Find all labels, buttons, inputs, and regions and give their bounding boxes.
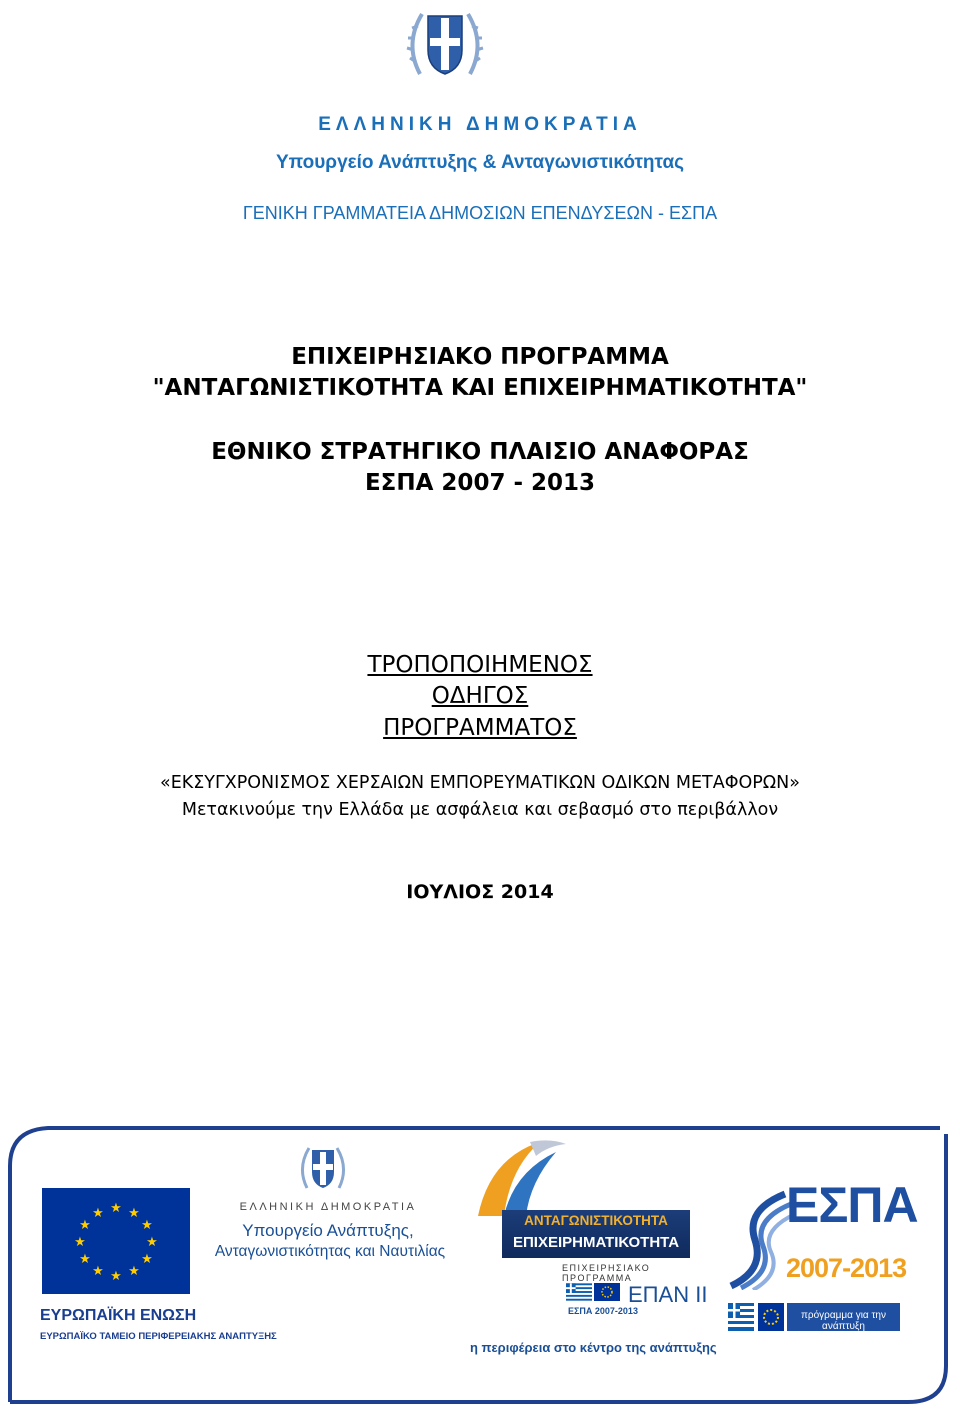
program-name: "ΑΝΤΑΓΩΝΙΣΤΙΚΟΤΗΤΑ ΚΑΙ ΕΠΙΧΕΙΡΗΜΑΤΙΚΟΤΗΤΑ" [152,375,808,401]
competitiveness-swoosh-icon [470,1138,590,1218]
espa-logo-years: 2007-2013 [786,1253,907,1283]
operational-program-label: ΕΠΙΧΕΙΡΗΣΙΑΚΟ ΠΡΟΓΡΑΜΜΑ [562,1263,651,1283]
guide-title-line1: ΤΡΟΠΟΠΟΙΗΜΕΝΟΣ [367,652,593,678]
mid-republic-label: ΕΛΛΗΝΙΚΗ ΔΗΜΟΚΡΑΤΙΑ [239,1201,417,1213]
eu-flag-small-icon [594,1283,620,1301]
svg-text:★: ★ [74,1235,86,1250]
svg-text:★: ★ [141,1218,153,1233]
greek-seal-small-icon [297,1144,349,1192]
entrepreneurship-label: ΕΠΙΧΕΙΡΗΜΑΤΙΚΟΤΗΤΑ [512,1234,680,1251]
espa-waves-icon [725,1190,795,1290]
eu-fund-label: ΕΥΡΩΠΑΪΚΟ ΤΑΜΕΙΟ ΠΕΡΙΦΕΡΕΙΑΚΗΣ ΑΝΑΠΤΥΞΗΣ [40,1331,277,1342]
greek-seal-icon [400,4,490,82]
svg-text:★: ★ [128,1264,140,1279]
eu-union-label: ΕΥΡΩΠΑΪΚΗ ΕΝΩΣΗ [40,1307,197,1324]
eu-flag-icon [42,1188,190,1294]
action-title: «ΕΚΣΥΓΧΡΟΝΙΣΜΟΣ ΧΕΡΣΑΙΩΝ ΕΜΠΟΡΕΥΜΑΤΙΚΩΝ ΟΔΙΚΩΝ ΜΕΤΑΦΟΡΩΝ» [160,773,800,793]
nsrf-period: ΕΣΠΑ 2007 - 2013 [364,470,596,496]
guide-title-line3: ΠΡΟΓΡΑΜΜΑΤΟΣ [383,715,577,741]
svg-text:★: ★ [92,1206,104,1221]
guide-title-line2: ΟΔΗΓΟΣ [431,683,529,709]
svg-text:★: ★ [141,1252,153,1267]
mid-ministry-label-2: Ανταγωνιστικότητας και Ναυτιλίας [214,1243,446,1260]
mini-espa-label: ΕΣΠΑ 2007-2013 [568,1306,638,1316]
svg-text:★: ★ [110,1201,122,1216]
epan-label: ΕΠΑΝ ΙΙ [628,1282,708,1307]
action-subtitle: Μετακινούμε την Ελλάδα με ασφάλεια και σεβασμό στο περιβάλλον [181,800,779,820]
eu-flag-espa-icon [758,1303,784,1331]
competitiveness-label: ΑΝΤΑΓΩΝΙΣΤΙΚΟΤΗΤΑ [524,1213,668,1228]
espa-tagline: πρόγραμμα για την ανάπτυξη [801,1310,886,1332]
espa-logo-title: ΕΣΠΑ [786,1177,918,1233]
ministry-heading: Υπουργείο Ανάπτυξης & Ανταγωνιστικότητας [275,152,685,173]
secretariat-heading: ΓΕΝΙΚΗ ΓΡΑΜΜΑΤΕΙΑ ΔΗΜΟΣΙΩΝ ΕΠΕΝΔΥΣΕΩΝ - ΕΣΠΑ [242,203,718,223]
svg-text:★: ★ [128,1206,140,1221]
svg-text:★: ★ [146,1235,158,1250]
svg-text:★: ★ [79,1252,91,1267]
svg-text:★: ★ [110,1269,122,1284]
region-tagline: η περιφέρεια στο κέντρο της ανάπτυξης [470,1340,717,1355]
greek-flag-espa-icon [728,1303,754,1331]
republic-heading: ΕΛΛΗΝΙΚΗ ΔΗΜΟΚΡΑΤΙΑ [318,114,642,135]
program-title: ΕΠΙΧΕΙΡΗΣΙΑΚΟ ΠΡΟΓΡΑΜΜΑ [291,344,669,370]
document-date: ΙΟΥΛΙΟΣ 2014 [406,881,554,903]
svg-text:★: ★ [92,1264,104,1279]
mid-ministry-label-1: Υπουργείο Ανάπτυξης, [242,1221,414,1240]
greek-flag-icon [566,1283,592,1301]
svg-text:★: ★ [79,1218,91,1233]
nsrf-title: ΕΘΝΙΚΟ ΣΤΡΑΤΗΓΙΚΟ ΠΛΑΙΣΙΟ ΑΝΑΦΟΡΑΣ [211,439,749,465]
